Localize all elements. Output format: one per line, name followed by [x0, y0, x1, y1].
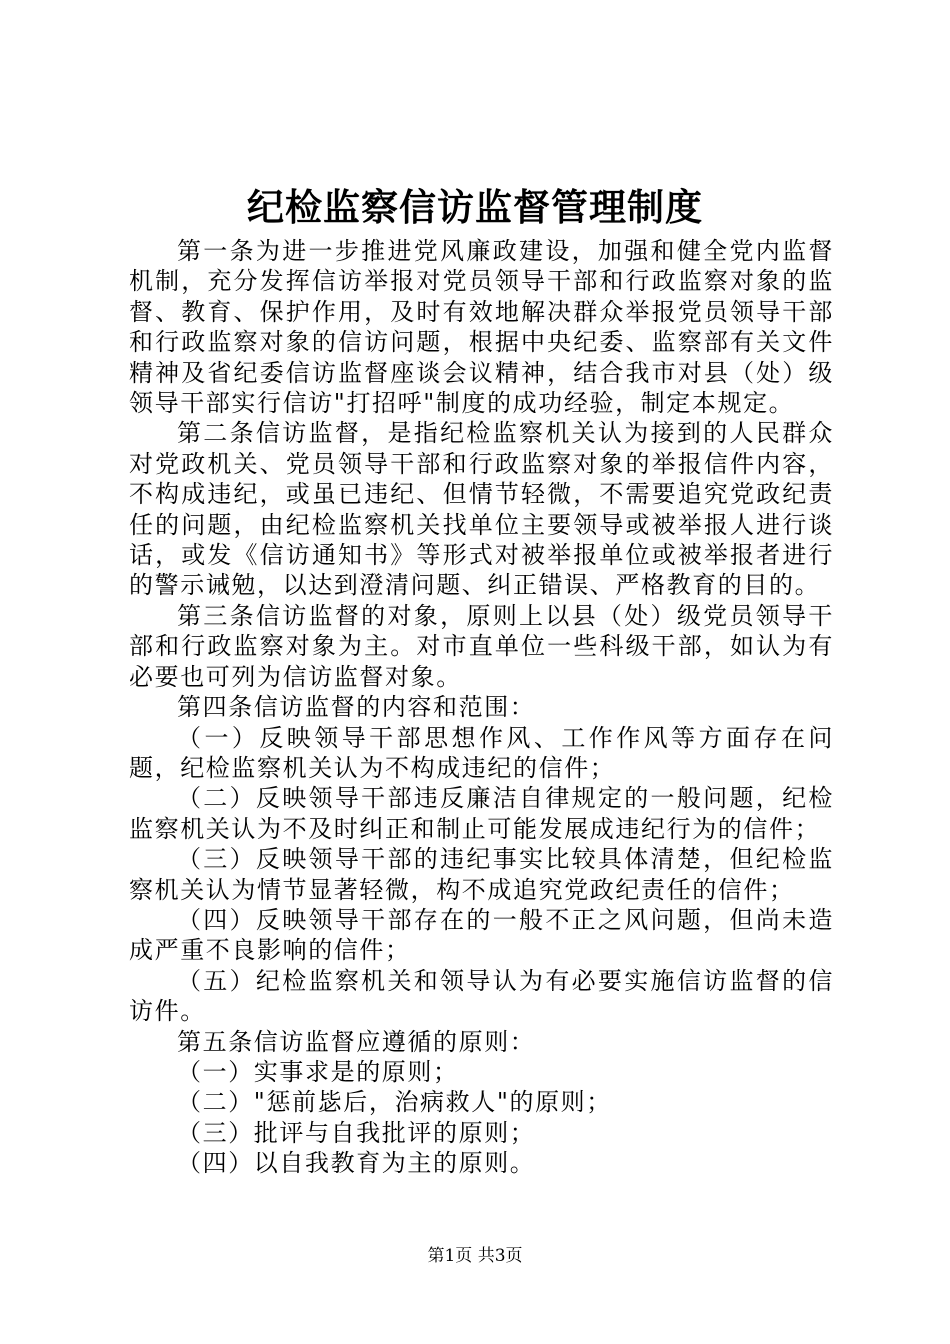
- paragraph-article-4-heading: 第四条信访监督的内容和范围：: [177, 693, 536, 722]
- paragraph-article-4-item-1: （一）反映领导干部思想作风、工作作风等方面存在问题，纪检监察机关认为不构成违纪的信件；: [129, 723, 834, 782]
- paragraph-article-5-heading: 第五条信访监督应遵循的原则：: [177, 1027, 536, 1056]
- paragraph-article-1: 第一条为进一步推进党风廉政建设，加强和健全党内监督机制，充分发挥信访举报对党员领导干部和行政监察对象的监督、教育、保护作用，及时有效地解决群众举报党员领导干部和行政监察对象的信访问题，根据中央纪委、监察部有关文件精神及省纪委信访监督座谈会议精神，结合我市对县（处）级领导干部实行信访"打招呼"制度的成功经验，制定本规定。: [129, 237, 834, 418]
- paragraph-article-4-item-3: （三）反映领导干部的违纪事实比较具体清楚，但纪检监察机关认为情节显著轻微，构不成追究党政纪责任的信件；: [129, 845, 834, 904]
- paragraph-article-4-item-5: （五）纪检监察机关和领导认为有必要实施信访监督的信访件。: [129, 966, 834, 1026]
- paragraph-article-5-item-3: （三）批评与自我批评的原则；: [177, 1118, 536, 1147]
- paragraph-article-4-item-4: （四）反映领导干部存在的一般不正之风问题，但尚未造成严重不良影响的信件；: [129, 905, 834, 965]
- document-title: 纪检监察信访监督管理制度: [247, 186, 703, 229]
- paragraph-article-4-item-2: （二）反映领导干部违反廉洁自律规定的一般问题，纪检监察机关认为不及时纠正和制止可能发展成违纪行为的信件；: [129, 784, 834, 843]
- paragraph-article-5-item-4: （四）以自我教育为主的原则。: [177, 1149, 536, 1178]
- page-number-footer: 第1页 共3页: [427, 1246, 523, 1266]
- paragraph-article-5-item-2: （二）"惩前毖后，治病救人"的原则；: [177, 1088, 612, 1117]
- paragraph-article-2: 第二条信访监督，是指纪检监察机关认为接到的人民群众对党政机关、党员领导干部和行政监察对象的举报信件内容，不构成违纪，或虽已违纪、但情节轻微，不需要追究党政纪责任的问题，由纪检监察机关找单位主要领导或被举报人进行谈话，或发《信访通知书》等形式对被举报单位或被举报者进行的警示诫勉，以达到澄清问题、纠正错误、严格教育的目的。: [129, 419, 834, 600]
- paragraph-article-5-item-1: （一）实事求是的原则；: [177, 1057, 459, 1086]
- document-body: [129, 236, 834, 1179]
- paragraph-article-3: 第三条信访监督的对象，原则上以县（处）级党员领导干部和行政监察对象为主。对市直单位一些科级干部，如认为有必要也可列为信访监督对象。: [129, 601, 834, 691]
